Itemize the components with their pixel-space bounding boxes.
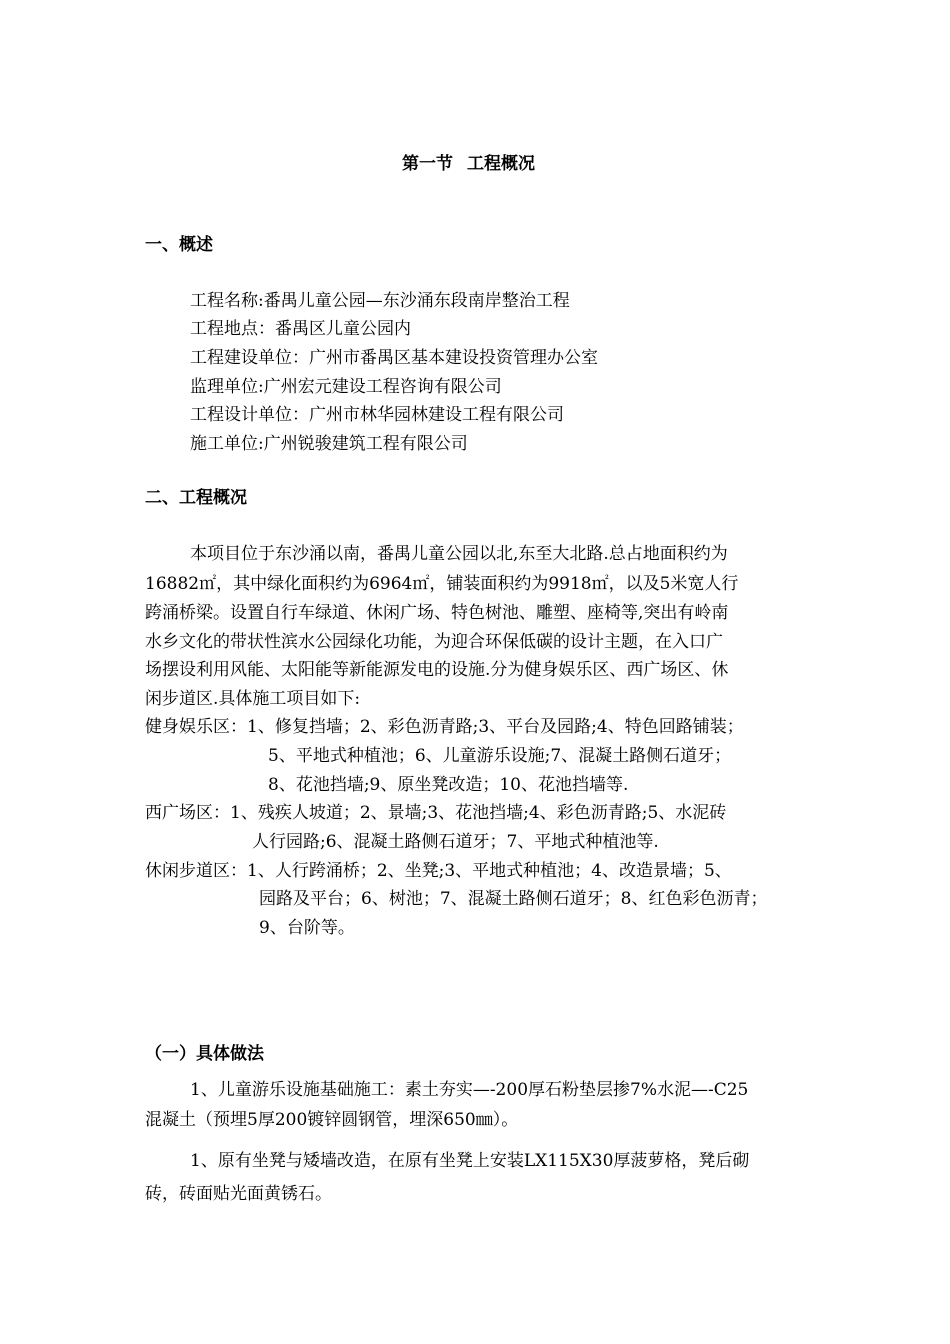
zone-walkway-line: 9、台阶等。 <box>259 918 355 938</box>
title-section-name: 工程概况 <box>467 154 535 174</box>
project-contractor-line: 施工单位:广州锐骏建筑工程有限公司 <box>190 434 468 454</box>
zone-west-plaza-line: 西广场区：1、残疾人坡道；2、景墙;3、花池挡墙;4、彩色沥青路;5、水泥砖 <box>145 803 727 823</box>
section-heading-project-overview: 二、工程概况 <box>145 488 247 508</box>
project-owner-line: 工程建设单位：广州市番禺区基本建设投资管理办公室 <box>190 348 598 368</box>
project-name-line: 工程名称:番禺儿童公园—东沙涌东段南岸整治工程 <box>190 291 570 311</box>
zone-walkway-line: 休闲步道区：1、人行跨涌桥；2、坐凳;3、平地式种植池；4、改造景墙；5、 <box>145 861 732 881</box>
paragraph-line: 16882㎡，其中绿化面积约为6964㎡，铺装面积约为9918㎡，以及5米宽人行 <box>145 574 739 594</box>
paragraph-line: 本项目位于东沙涌以南，番禺儿童公园以北,东至大北路.总占地面积约为 <box>190 544 728 564</box>
page-title <box>402 153 535 175</box>
project-location-line: 工程地点：番禺区儿童公园内 <box>190 319 411 339</box>
method-item-line: 混凝土（预埋5厚200镀锌圆钢管，埋深650㎜）。 <box>145 1110 519 1130</box>
project-designer-line: 工程设计单位：广州市林华园林建设工程有限公司 <box>190 405 564 425</box>
zone-fitness-line: 8、花池挡墙;9、原坐凳改造；10、花池挡墙等. <box>268 775 629 795</box>
project-supervisor-line: 监理单位:广州宏元建设工程咨询有限公司 <box>190 377 502 397</box>
title-section-number: 第一节 <box>402 154 453 174</box>
method-item-line: 砖，砖面贴光面黄锈石。 <box>145 1184 332 1204</box>
zone-walkway-line: 园路及平台；6、树池；7、混凝土路侧石道牙；8、红色彩色沥青； <box>259 889 768 909</box>
section-heading-specific-methods: （一）具体做法 <box>145 1044 264 1064</box>
method-item-line: 1、原有坐凳与矮墙改造，在原有坐凳上安装LX115X30厚菠萝格，凳后砌 <box>190 1151 750 1171</box>
zone-west-plaza-line: 人行园路;6、混凝土路侧石道牙；7、平地式种植池等. <box>252 832 659 852</box>
section-heading-overview: 一、概述 <box>145 235 213 255</box>
paragraph-line: 水乡文化的带状性滨水公园绿化功能，为迎合环保低碳的设计主题，在入口广 <box>145 632 723 652</box>
paragraph-line: 场摆设利用风能、太阳能等新能源发电的设施.分为健身娱乐区、西广场区、休 <box>145 660 729 680</box>
method-item-line: 1、儿童游乐设施基础施工：素土夯实—-200厚石粉垫层掺7%水泥—-C25 <box>190 1080 749 1100</box>
zone-fitness-line: 健身娱乐区：1、修复挡墙；2、彩色沥青路;3、平台及园路;4、特色回路铺装； <box>145 717 744 737</box>
paragraph-line: 跨涌桥梁。设置自行车绿道、休闲广场、特色树池、雕塑、座椅等,突出有岭南 <box>145 603 729 623</box>
paragraph-line: 闲步道区.具体施工项目如下: <box>145 689 361 709</box>
zone-fitness-line: 5、平地式种植池；6、儿童游乐设施;7、混凝土路侧石道牙； <box>268 746 732 766</box>
